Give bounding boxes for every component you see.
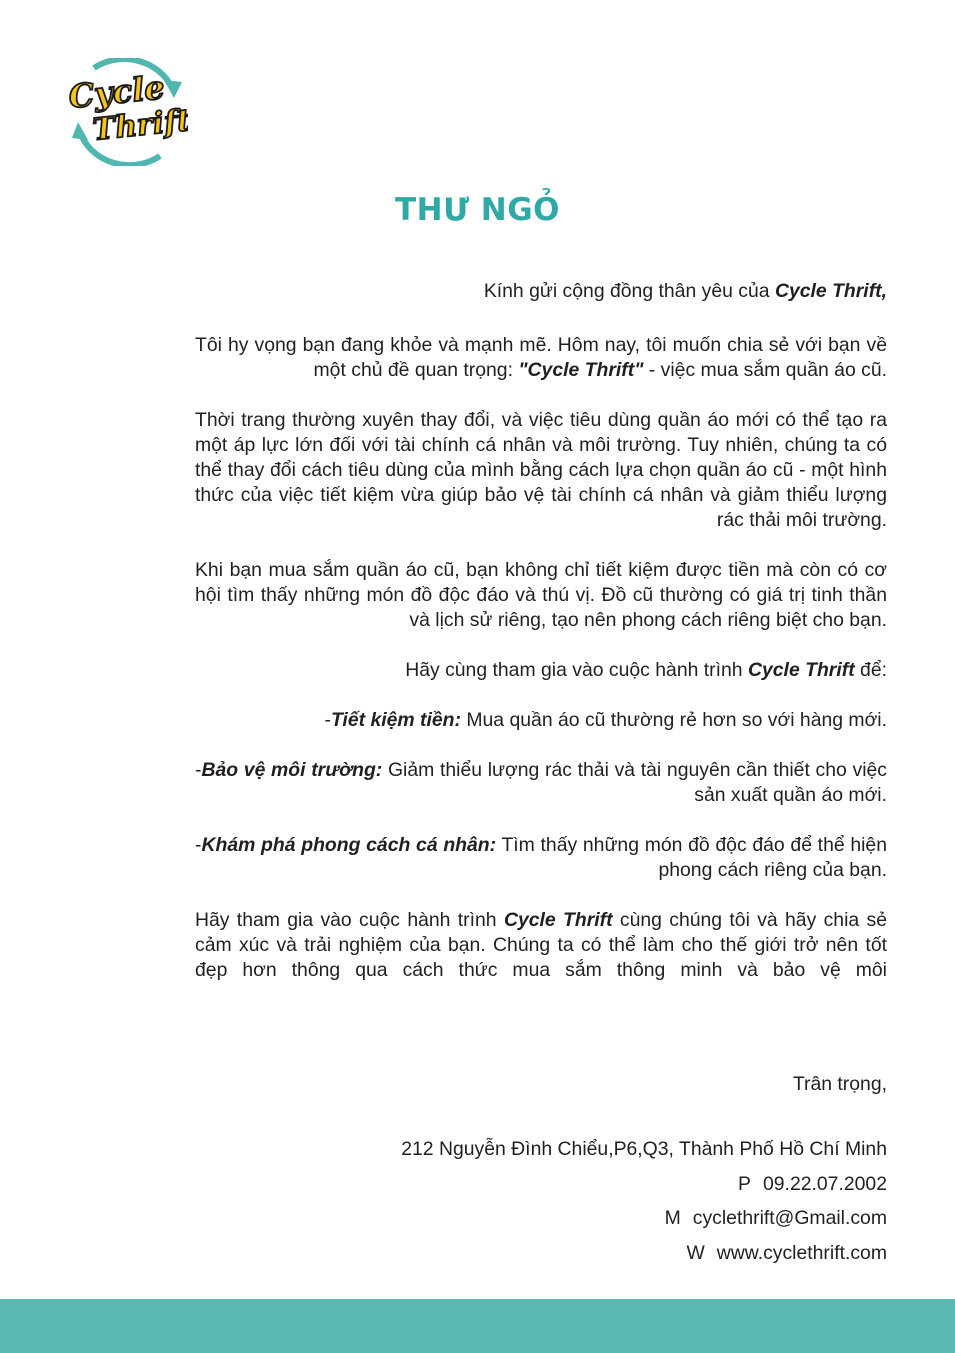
greeting-text: Kính gửi cộng đồng thân yêu của xyxy=(483,280,775,302)
para4-text-end: để: xyxy=(854,659,887,681)
bullet-dash: - xyxy=(195,834,202,856)
paragraph-closing xyxy=(195,908,887,983)
contact-phone xyxy=(401,1167,887,1202)
bullet-personal-style xyxy=(195,833,887,883)
bullet-text: Tìm thấy những món đồ độc đáo để thể hiện phong cách riêng của bạn. xyxy=(496,834,888,881)
phone-value: 09.22.07.2002 xyxy=(762,1172,887,1195)
para4-brand: Cycle Thrift xyxy=(747,659,855,681)
para1-text-end: - việc mua sắm quần áo cũ. xyxy=(643,359,887,381)
bullet-save-money xyxy=(195,708,887,733)
para4-text: Hãy cùng tham gia vào cuộc hành trình xyxy=(405,659,748,681)
paragraph-join xyxy=(195,658,887,683)
letter-body xyxy=(195,279,887,1008)
contact-email xyxy=(401,1201,887,1236)
web-value: www.cyclethrift.com xyxy=(716,1241,887,1264)
paragraph-intro xyxy=(195,333,887,383)
greeting xyxy=(195,279,887,304)
bullet-label: Bảo vệ môi trường: xyxy=(201,759,383,781)
paragraph-fashion: Thời trang thường xuyên thay đổi, và việc tiêu dùng quần áo mới có thể tạo ra một áp lực lớn đối với tài chính cá nhân và môi trường. Tuy nhiên, chúng ta có thể thay đổi cách tiêu dùng của mình bằng cách lựa chọn quần áo cũ - một hình thức của việc tiết kiệm vừa giúp bảo vệ tài chính cá nhân và giảm thiểu lượng rác thải môi trường. xyxy=(195,409,887,531)
bullet-protect-environment xyxy=(195,758,887,808)
page-title: THƯ NGỎ xyxy=(394,192,561,228)
logo-word-thrift: Thrift xyxy=(91,102,188,148)
mail-value: cyclethrift@Gmail.com xyxy=(692,1207,887,1229)
bullet-text: Mua quần áo cũ thường rẻ hơn so với hàng mới. xyxy=(460,709,887,731)
footer-bar xyxy=(0,1299,955,1353)
para1-brand: "Cycle Thrift" xyxy=(518,359,644,381)
cycle-thrift-logo xyxy=(64,58,188,166)
greeting-brand: Cycle Thrift, xyxy=(774,280,887,302)
para5-text-end: cùng chúng tôi và hãy chia sẻ cảm xúc và trải nghiệm của bạn. Chúng ta có thể làm cho thế giới trở nên tốt đẹp hơn thông qua cách thức mua sắm thông minh và bảo vệ môi xyxy=(195,909,887,981)
para5-text: Hãy tham gia vào cuộc hành trình xyxy=(195,909,504,931)
para1-text: Tôi hy vọng bạn đang khỏe và mạnh mẽ. Hôm nay, tôi muốn chia sẻ với bạn về một chủ đề quan trọng: xyxy=(195,334,887,381)
para5-brand: Cycle Thrift xyxy=(503,909,613,931)
logo-word-cycle: Cycle xyxy=(66,68,167,116)
bullet-text: Giảm thiểu lượng rác thải và tài nguyên cần thiết cho việc sản xuất quần áo mới. xyxy=(382,759,887,806)
web-key: W xyxy=(686,1241,705,1264)
bullet-dash: - xyxy=(195,759,202,781)
bullet-label: Tiết kiệm tiền: xyxy=(330,709,461,731)
contact-website xyxy=(401,1236,887,1271)
bullet-dash: - xyxy=(324,709,331,731)
bullet-label: Khám phá phong cách cá nhân: xyxy=(201,834,497,856)
phone-key: P xyxy=(738,1172,751,1195)
contact-block xyxy=(401,1132,887,1270)
mail-key: M xyxy=(664,1207,681,1229)
signoff: Trân trọng, xyxy=(792,1073,887,1095)
contact-address: 212 Nguyễn Đình Chiểu,P6,Q3, Thành Phố Hồ Chí Minh xyxy=(401,1138,887,1160)
paragraph-benefits: Khi bạn mua sắm quần áo cũ, bạn không chỉ tiết kiệm được tiền mà còn có cơ hội tìm thấy những món đồ độc đáo và thú vị. Đồ cũ thường có giá trị tinh thần và lịch sử riêng, tạo nên phong cách riêng biệt cho bạn. xyxy=(195,559,887,631)
